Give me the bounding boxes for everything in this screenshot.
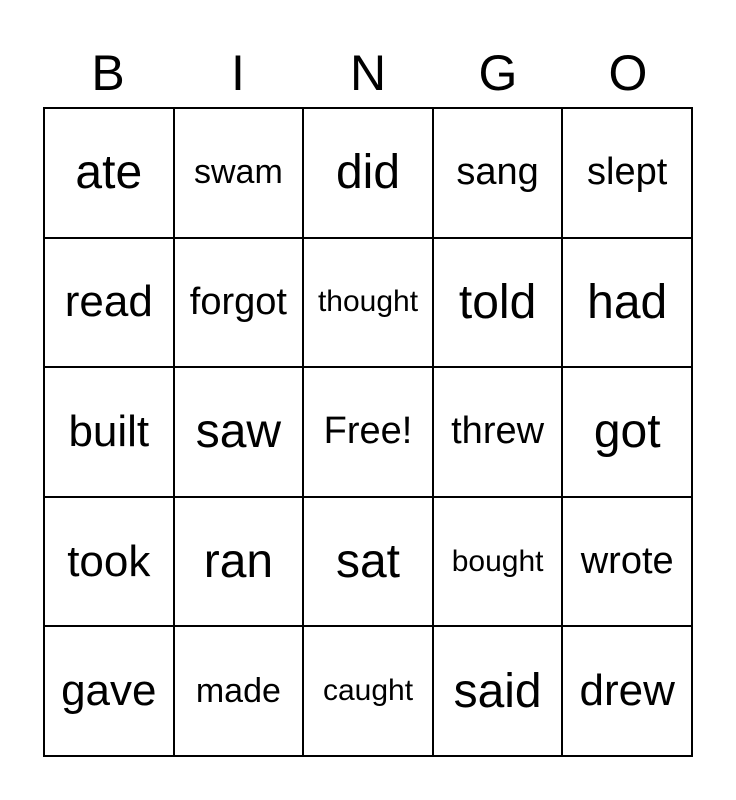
bingo-cell[interactable]: said [433, 626, 563, 756]
bingo-cell[interactable]: had [562, 238, 692, 368]
bingo-cell[interactable]: sang [433, 108, 563, 238]
bingo-cell[interactable]: saw [174, 367, 304, 497]
bingo-cell[interactable]: swam [174, 108, 304, 238]
bingo-cell[interactable]: did [303, 108, 433, 238]
bingo-cell[interactable]: caught [303, 626, 433, 756]
header-letter-i: I [231, 45, 245, 101]
bingo-cell[interactable]: threw [433, 367, 563, 497]
bingo-cell[interactable]: gave [44, 626, 174, 756]
bingo-cell[interactable]: ran [174, 497, 304, 627]
bingo-cell[interactable]: built [44, 367, 174, 497]
bingo-cell[interactable]: ate [44, 108, 174, 238]
header-letter-n: N [349, 45, 387, 101]
header-letter-b: B [91, 45, 125, 101]
bingo-cell[interactable]: got [562, 367, 692, 497]
free-space-cell[interactable]: Free! [303, 367, 433, 497]
bingo-cell[interactable]: told [433, 238, 563, 368]
bingo-cell[interactable]: slept [562, 108, 692, 238]
bingo-cell[interactable]: took [44, 497, 174, 627]
bingo-cell[interactable]: thought [303, 238, 433, 368]
bingo-board [43, 107, 693, 757]
bingo-cell[interactable]: made [174, 626, 304, 756]
bingo-cell[interactable]: wrote [562, 497, 692, 627]
bingo-cell[interactable]: sat [303, 497, 433, 627]
bingo-cell[interactable]: bought [433, 497, 563, 627]
bingo-header [43, 40, 693, 106]
bingo-cell[interactable]: drew [562, 626, 692, 756]
header-letter-o: O [608, 45, 648, 101]
bingo-cell[interactable]: forgot [174, 238, 304, 368]
bingo-cell[interactable]: read [44, 238, 174, 368]
header-letter-g: G [478, 45, 518, 101]
